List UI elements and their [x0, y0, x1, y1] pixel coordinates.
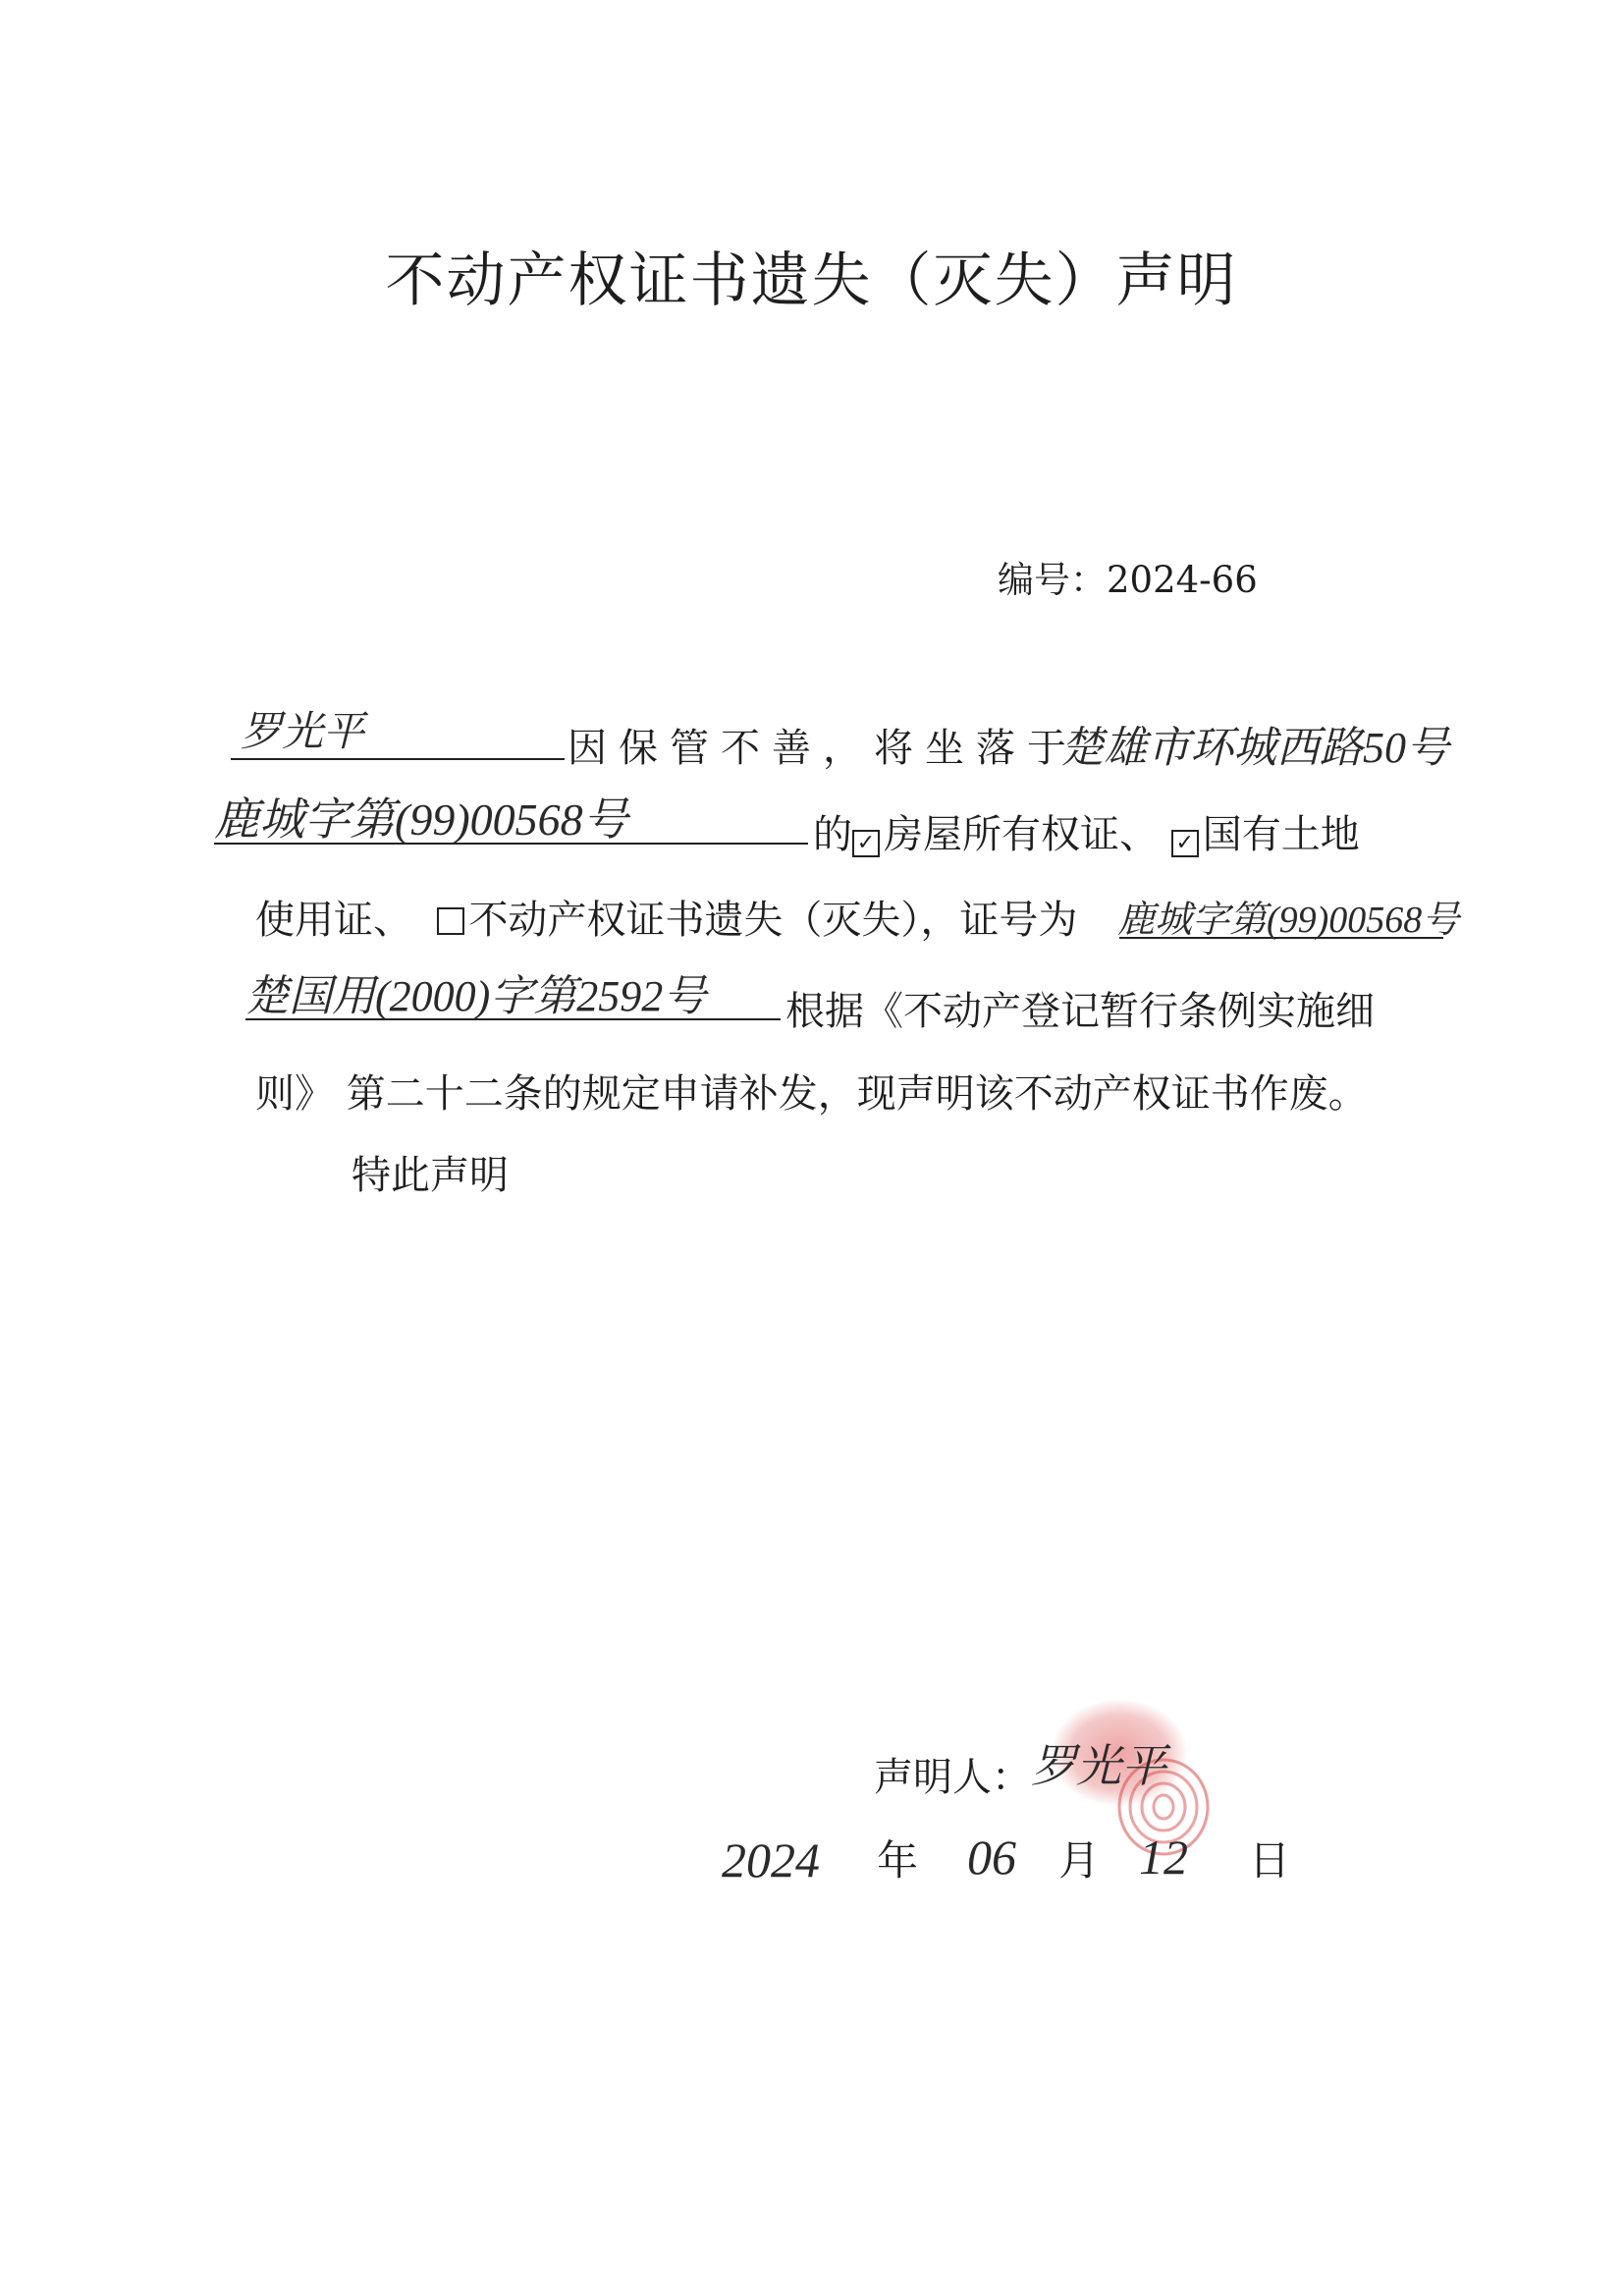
option-state-land-label: 国有土地 [1202, 812, 1360, 857]
de-text: 的 [813, 812, 852, 857]
date-year: 2024 [722, 1832, 820, 1887]
cert2-handwritten: 楚国用(2000)字第2592号 [245, 972, 707, 1020]
options-line [813, 803, 1360, 859]
cert1-handwritten: 鹿城字第(99)00568号 [1117, 900, 1460, 941]
line3 [255, 889, 1077, 945]
basis-text: 根据《不动产登记暂行条例实施细 [785, 989, 1375, 1034]
regulation-text: 则》 第二十二条的规定申请补发，现声明该不动产权证书作废。 [255, 1071, 1368, 1117]
date-day: 12 [1139, 1830, 1188, 1885]
date-month: 06 [967, 1830, 1016, 1885]
declarant-label: 声明人： [874, 1755, 1031, 1800]
location-cert-handwritten: 鹿城字第(99)00568号 [214, 794, 628, 845]
date-year-label: 年 [877, 1836, 919, 1885]
location-handwritten: 楚雄市环城西路50号 [1060, 724, 1449, 772]
checkbox-house-ownership: ✓ [852, 830, 880, 857]
declarant-signature: 罗光平 [1031, 1741, 1166, 1791]
closing-text: 特此声明 [352, 1153, 509, 1198]
serial-number: 编号：2024-66 [998, 559, 1258, 601]
reason-text: 因保管不善，将坐落于 [568, 726, 1078, 771]
line3-start: 使用证、 [255, 898, 412, 943]
option-house-ownership-label: 房屋所有权证、 [884, 812, 1159, 857]
checkbox-state-land: ✓ [1171, 830, 1199, 857]
document-title: 不动产权证书遗失（灭失）声明 [385, 246, 1238, 315]
date-day-label: 日 [1249, 1836, 1291, 1885]
declarant-handwritten: 罗光平 [241, 710, 365, 755]
date-month-label: 月 [1058, 1836, 1101, 1885]
option-real-estate-cert-label: 不动产权证书遗失（灭失），证号为 [468, 898, 1078, 943]
checkbox-real-estate-cert [437, 907, 464, 935]
